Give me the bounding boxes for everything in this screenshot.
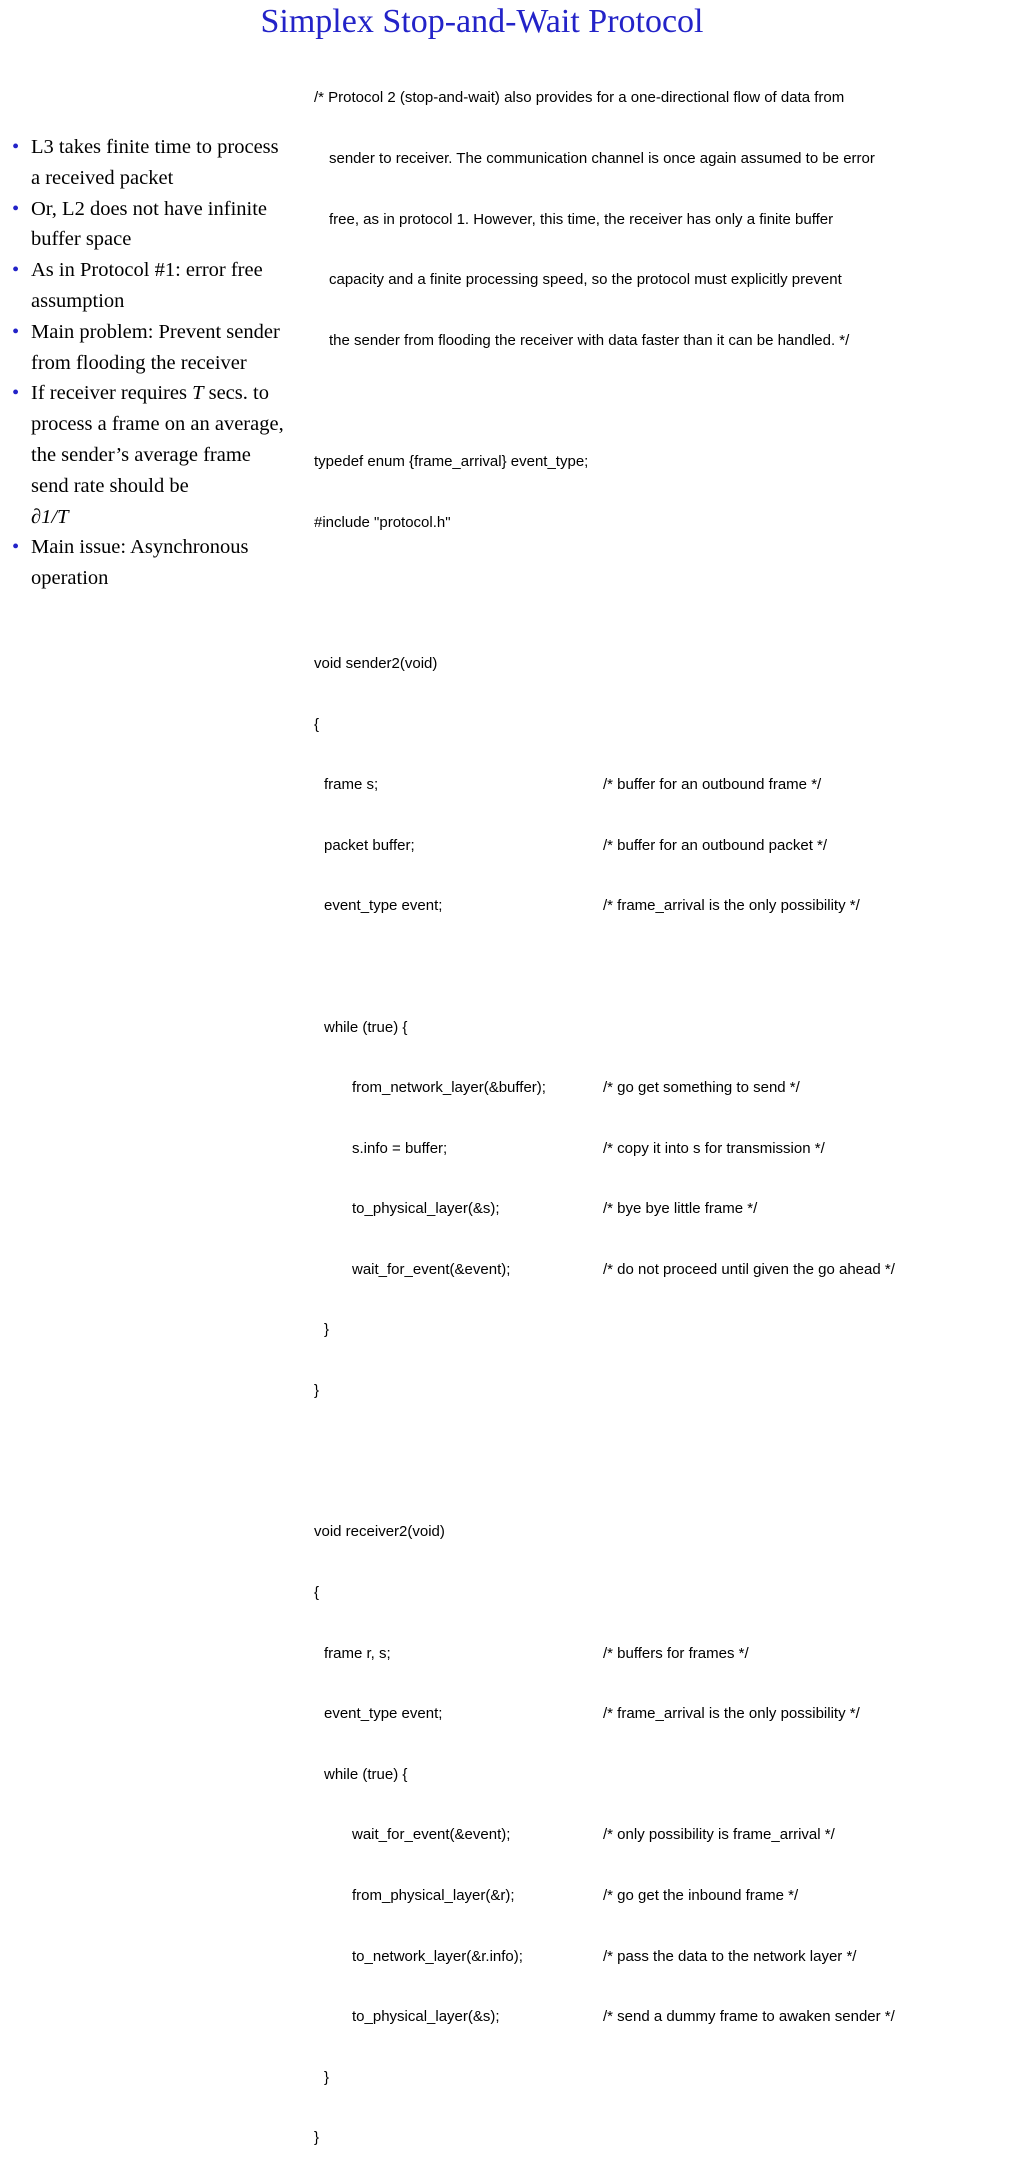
- bullet-item: [12, 317, 292, 379]
- code-comment: /* frame_arrival is the only possibility */: [603, 897, 860, 915]
- bullet-item: [12, 194, 292, 256]
- code-listing: [314, 48, 1014, 2169]
- code-comment-line: the sender from flooding the receiver with data faster than it can be handled. */: [329, 331, 850, 349]
- bullet-text: secs. to process a frame on an average, the sender’s average frame send rate should be: [31, 382, 284, 497]
- bullet-dot-icon: •: [12, 197, 20, 220]
- code-comment: /* frame_arrival is the only possibility */: [603, 1705, 860, 1723]
- code-comment: /* buffer for an outbound packet */: [603, 836, 828, 854]
- bullet-item: [12, 378, 292, 532]
- code-line: [314, 1199, 1014, 1219]
- code-line: }: [314, 1382, 320, 1400]
- bullet-dot-icon: •: [12, 259, 20, 282]
- approx-symbol: ∂: [31, 505, 42, 528]
- code-comment: /* go get the inbound frame */: [603, 1887, 799, 1905]
- bullet-item: [12, 255, 292, 317]
- code-stmt: frame r, s;: [324, 1644, 391, 1662]
- receiver-signature: void receiver2(void): [314, 1523, 445, 1541]
- code-line: [314, 836, 1014, 856]
- bullet-text: L3 takes finite time to process a received packet: [31, 136, 279, 189]
- code-stmt: from_physical_layer(&r);: [352, 1887, 515, 1905]
- code-line: [314, 1886, 1014, 1906]
- bullet-item: [12, 132, 292, 194]
- code-stmt: to_network_layer(&r.info);: [352, 1947, 523, 1965]
- bullet-dot-icon: •: [12, 536, 20, 559]
- code-line: [314, 1825, 1014, 1845]
- bullet-item: [12, 532, 292, 594]
- code-line: }: [324, 1321, 330, 1339]
- bullet-list: [12, 132, 292, 594]
- code-stmt: from_network_layer(&buffer);: [352, 1079, 546, 1097]
- code-comment: /* buffer for an outbound frame */: [603, 776, 822, 794]
- code-comment: /* do not proceed until given the go ahead */: [603, 1260, 895, 1278]
- code-comment: /* go get something to send */: [603, 1079, 800, 1097]
- code-line: [314, 1139, 1014, 1159]
- bullet-text: If receiver requires: [31, 382, 187, 405]
- code-line: }: [314, 2129, 320, 2147]
- code-comment: /* copy it into s for transmission */: [603, 1139, 825, 1157]
- code-line: [314, 775, 1014, 795]
- code-line: while (true) {: [324, 1018, 408, 1036]
- code-comment: /* pass the data to the network layer */: [603, 1947, 857, 1965]
- code-line: [314, 1644, 1014, 1664]
- code-stmt: to_physical_layer(&s);: [352, 1200, 500, 1218]
- code-comment-line: free, as in protocol 1. However, this time, the receiver has only a finite buffer: [329, 210, 834, 228]
- code-line: while (true) {: [324, 1765, 408, 1783]
- rate-expression: 1/T: [41, 505, 69, 528]
- bullet-dot-icon: •: [12, 382, 20, 405]
- code-line: [314, 896, 1014, 916]
- bullet-dot-icon: •: [12, 320, 20, 343]
- code-stmt: wait_for_event(&event);: [352, 1260, 511, 1278]
- bullet-text: As in Protocol #1: error free assumption: [31, 259, 263, 312]
- bullet-text: Or, L2 does not have infinite buffer space: [31, 197, 268, 251]
- code-comment: /* only possibility is frame_arrival */: [603, 1826, 835, 1844]
- bullet-text: Main problem: Prevent sender from flooding the receiver: [31, 320, 280, 374]
- bullet-text: Main issue: Asynchronous operation: [31, 536, 249, 590]
- code-comment-line: /* Protocol 2 (stop-and-wait) also provides for a one-directional flow of data from: [314, 89, 845, 107]
- code-stmt: to_physical_layer(&s);: [352, 2008, 500, 2026]
- code-stmt: event_type event;: [324, 897, 443, 915]
- code-stmt: frame s;: [324, 776, 379, 794]
- code-line: {: [314, 715, 320, 733]
- code-line: [314, 2007, 1014, 2027]
- code-line: [314, 1947, 1014, 1967]
- code-line: [314, 1704, 1014, 1724]
- code-stmt: packet buffer;: [324, 836, 415, 854]
- variable-t: T: [192, 382, 204, 405]
- code-comment: /* bye bye little frame */: [603, 1200, 758, 1218]
- code-stmt: event_type event;: [324, 1705, 443, 1723]
- code-comment-line: capacity and a finite processing speed, so the protocol must explicitly prevent: [329, 271, 842, 289]
- code-line: [314, 1078, 1014, 1098]
- sender-signature: void sender2(void): [314, 654, 438, 672]
- code-comment: /* buffers for frames */: [603, 1644, 749, 1662]
- code-stmt: s.info = buffer;: [352, 1139, 448, 1157]
- code-line: typedef enum {frame_arrival} event_type;: [314, 452, 589, 470]
- code-line: #include "protocol.h": [314, 513, 451, 531]
- bullet-dot-icon: •: [12, 136, 20, 158]
- code-line: {: [314, 1584, 320, 1602]
- code-comment-line: sender to receiver. The communication channel is once again assumed to be error: [329, 150, 875, 167]
- code-stmt: wait_for_event(&event);: [352, 1826, 511, 1844]
- slide-title: Simplex Stop-and-Wait Protocol: [260, 3, 704, 40]
- code-line: [314, 1260, 1014, 1280]
- code-comment: /* send a dummy frame to awaken sender */: [603, 2008, 895, 2026]
- code-line: }: [324, 2068, 330, 2086]
